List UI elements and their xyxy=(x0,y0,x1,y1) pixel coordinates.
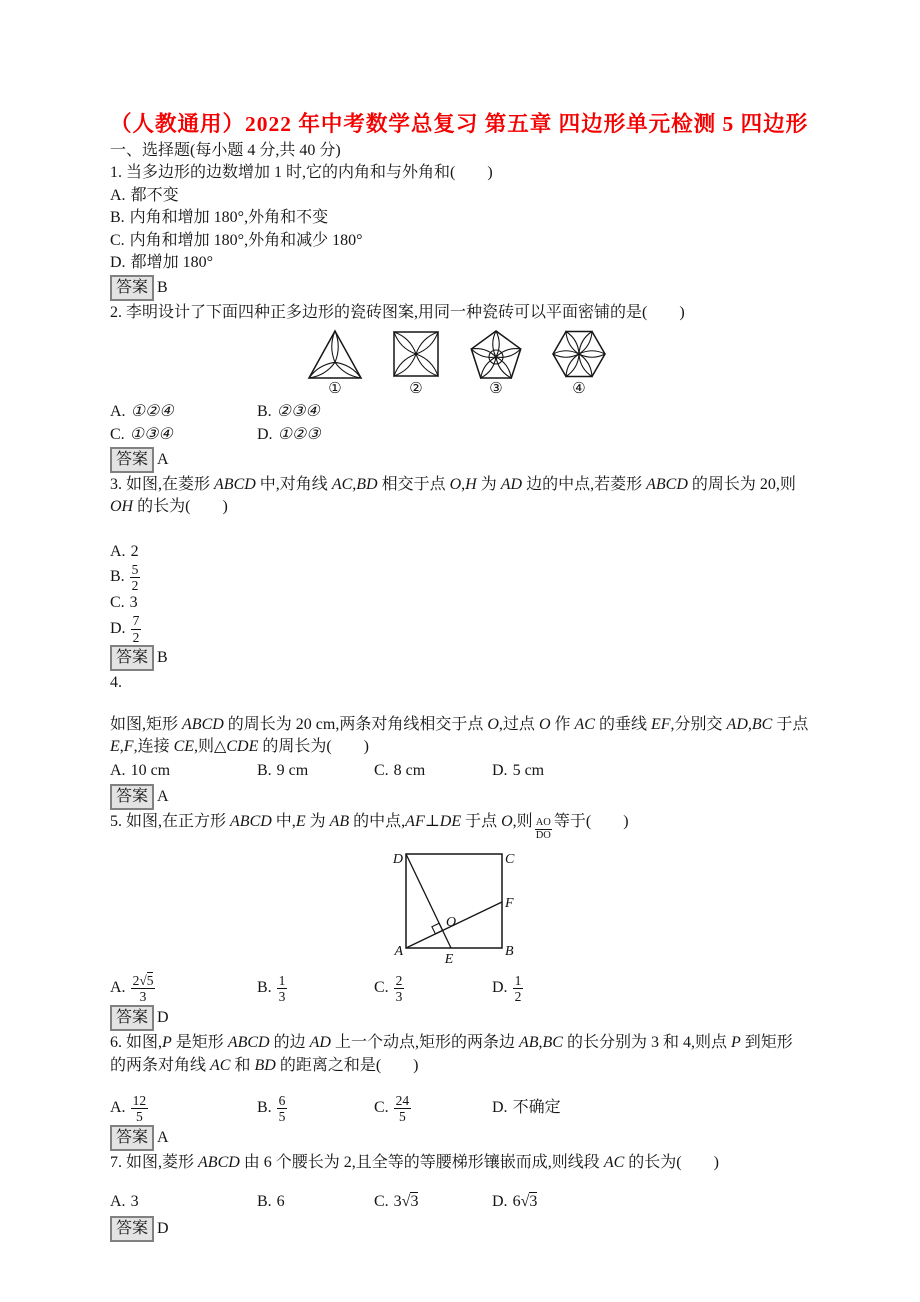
radical: √3 xyxy=(401,1193,419,1211)
options-row xyxy=(110,759,880,783)
radical: √3 xyxy=(520,1193,538,1211)
answer-value: A xyxy=(157,1129,169,1147)
question-stem: 7. 如图,菱形 ABCD 由 6 个腰长为 2,且全等的等腰梯形镶嵌而成,则线段 AC 的长为( ) xyxy=(110,1154,719,1172)
tile-pattern-2 xyxy=(390,327,442,381)
option-d: D. 不确定 xyxy=(492,1099,561,1117)
answer-value: A xyxy=(157,787,169,805)
answer-box-label: 答案 xyxy=(110,1216,154,1242)
question-7 xyxy=(110,1152,880,1241)
tile-figure-4 xyxy=(550,327,608,398)
option-b: B. ②③④ xyxy=(257,402,320,420)
tile-label: ④ xyxy=(572,380,586,397)
option-d: D. $\frac{1}{2}$ xyxy=(492,972,522,1004)
answer-value: D xyxy=(157,1219,169,1237)
option-c: C. 8 cm xyxy=(374,761,426,779)
option-a: A. $\frac{2√5}{3}$ xyxy=(110,972,154,1004)
option-d: D. 6√3 xyxy=(492,1193,538,1211)
options-row xyxy=(110,563,880,592)
answer-row xyxy=(110,1216,880,1242)
answer-box-label: 答案 xyxy=(110,275,154,301)
answer-box-label: 答案 xyxy=(110,1005,154,1031)
question-stem: E,F,连接 CE,则△CDE 的周长为( ) xyxy=(110,738,370,756)
options-row xyxy=(110,207,880,229)
answer-row xyxy=(110,784,880,810)
tile-label: ② xyxy=(409,380,423,397)
options-row xyxy=(110,185,880,207)
option-a: A. 10 cm xyxy=(110,761,171,779)
tile-figure-2 xyxy=(390,327,442,398)
question-stem: 如图,矩形 ABCD 的周长为 20 cm,两条对角线相交于点 O,过点 O 作 AC 的垂线 EF,分别交 AD,BC 于点 xyxy=(110,715,809,733)
geometry-figure xyxy=(372,842,880,971)
square-geometry-figure xyxy=(372,842,522,966)
option-d: D. ①②③ xyxy=(257,425,321,443)
option-b: B. 内角和增加 180°,外角和不变 xyxy=(110,209,329,227)
tile-figure-1 xyxy=(306,327,364,398)
question-stem: 2. 李明设计了下面四种正多边形的瓷砖图案,用同一种瓷砖可以平面密铺的是( ) xyxy=(110,304,685,322)
tile-figure-3 xyxy=(468,327,524,398)
vertex-label-c: C xyxy=(505,851,515,867)
option-b: B. $\frac{5}{2}$ xyxy=(110,562,139,594)
option-d: D. 都增加 180° xyxy=(110,254,213,272)
options-row xyxy=(110,401,880,424)
missing-figure-space xyxy=(110,1077,880,1093)
question-1 xyxy=(110,162,880,301)
options-row xyxy=(110,615,880,644)
option-d: D. $\frac{7}{2}$ xyxy=(110,613,140,645)
fraction: $\frac{6}{5}$ xyxy=(278,1092,286,1125)
options-row xyxy=(110,592,880,614)
option-b: B. 9 cm xyxy=(257,761,309,779)
radical: √5 xyxy=(139,972,154,988)
fraction: $\frac{1}{2}$ xyxy=(514,972,522,1004)
fraction: $\frac{12}{5}$ xyxy=(132,1092,147,1125)
question-stem: 4. xyxy=(110,673,122,691)
tile-label: ① xyxy=(328,380,342,397)
section-heading: 一、选择题(每小题 4 分,共 40 分) xyxy=(110,142,341,159)
tile-pattern-3 xyxy=(468,327,524,381)
tile-label: ③ xyxy=(489,380,503,397)
option-a: A. 2 xyxy=(110,542,139,560)
vertex-label-o: O xyxy=(446,914,457,930)
question-6 xyxy=(110,1032,880,1151)
answer-box-label: 答案 xyxy=(110,1125,154,1151)
option-b: B. $\frac{1}{3}$ xyxy=(257,972,286,1004)
question-stem: 1. 当多边形的边数增加 1 时,它的内角和与外角和( ) xyxy=(110,164,493,182)
fraction: $\frac{2}{3}$ xyxy=(395,972,403,1004)
answer-value: A xyxy=(157,450,169,468)
missing-figure-space xyxy=(110,694,880,714)
options-row xyxy=(110,1093,880,1124)
answer-row xyxy=(110,1005,880,1031)
options-row xyxy=(110,1191,880,1215)
tile-pattern-1 xyxy=(306,327,364,381)
fraction: $\frac{7}{2}$ xyxy=(132,613,140,645)
option-c: C. ①③④ xyxy=(110,425,173,443)
question-stem: 3. 如图,在菱形 ABCD 中,对角线 AC,BD 相交于点 O,H 为 AD 边的中点,若菱形 ABCD 的周长为 20,则 xyxy=(110,475,796,493)
fraction: $\frac{2√5}{3}$ xyxy=(132,972,154,1004)
fraction: $\frac{5}{2}$ xyxy=(131,562,139,594)
options-row xyxy=(110,973,880,1004)
fraction: $\frac{1}{3}$ xyxy=(278,972,286,1004)
option-c: C. $\frac{2}{3}$ xyxy=(374,972,403,1004)
option-a: A. 都不变 xyxy=(110,186,179,204)
vertex-label-d: D xyxy=(392,851,403,867)
options-row xyxy=(110,423,880,446)
missing-figure-space xyxy=(110,519,880,541)
question-4 xyxy=(110,672,880,810)
vertex-label-e: E xyxy=(444,951,454,966)
option-c: C. $\frac{24}{5}$ xyxy=(374,1092,410,1125)
question-3 xyxy=(110,474,880,671)
answer-row xyxy=(110,447,880,473)
option-b: B. $\frac{6}{5}$ xyxy=(257,1092,286,1125)
answer-box-label: 答案 xyxy=(110,645,154,671)
answer-row xyxy=(110,1125,880,1151)
vertex-label-b: B xyxy=(505,943,514,959)
questions-list xyxy=(110,162,880,1241)
options-row xyxy=(110,541,880,563)
option-a: A. $\frac{12}{5}$ xyxy=(110,1092,147,1125)
missing-figure-space xyxy=(110,1175,880,1191)
inline-fraction: $\frac{AO}{DO}$ xyxy=(535,816,551,841)
fraction: $\frac{24}{5}$ xyxy=(395,1092,410,1125)
question-2 xyxy=(110,302,880,472)
option-a: A. ①②④ xyxy=(110,402,174,420)
tile-pattern-4 xyxy=(550,327,608,381)
answer-box-label: 答案 xyxy=(110,447,154,473)
vertex-label-f: F xyxy=(505,895,514,911)
options-row xyxy=(110,230,880,252)
answer-row xyxy=(110,645,880,671)
answer-row xyxy=(110,275,880,301)
option-c: C. 内角和增加 180°,外角和减少 180° xyxy=(110,231,363,249)
question-stem: OH 的长为( ) xyxy=(110,498,228,516)
options-row xyxy=(110,252,880,274)
answer-value: D xyxy=(157,1009,169,1027)
page-title: （人教通用）2022 年中考数学总复习 第五章 四边形单元检测 5 四边形 xyxy=(110,112,809,136)
tile-figures xyxy=(306,327,880,398)
option-c: C. 3√3 xyxy=(374,1193,419,1211)
question-stem: 的两条对角线 AC 和 BD 的距离之和是( ) xyxy=(110,1056,419,1074)
answer-value: B xyxy=(157,279,168,297)
answer-value: B xyxy=(157,648,168,666)
option-a: A. 3 xyxy=(110,1193,139,1211)
option-d: D. 5 cm xyxy=(492,761,545,779)
answer-box-label: 答案 xyxy=(110,784,154,810)
question-5 xyxy=(110,811,880,1031)
question-stem: 6. 如图,P 是矩形 ABCD 的边 AD 上一个动点,矩形的两条边 AB,BC 的长分别为 3 和 4,则点 P 到矩形 xyxy=(110,1034,793,1052)
option-c: C. 3 xyxy=(110,594,138,612)
vertex-label-a: A xyxy=(394,943,403,959)
option-b: B. 6 xyxy=(257,1193,285,1211)
question-stem: 5. 如图,在正方形 ABCD 中,E 为 AB 的中点,AF⊥DE 于点 O,则 $\frac{AO}{DO}$ 等于( ) xyxy=(110,812,629,841)
